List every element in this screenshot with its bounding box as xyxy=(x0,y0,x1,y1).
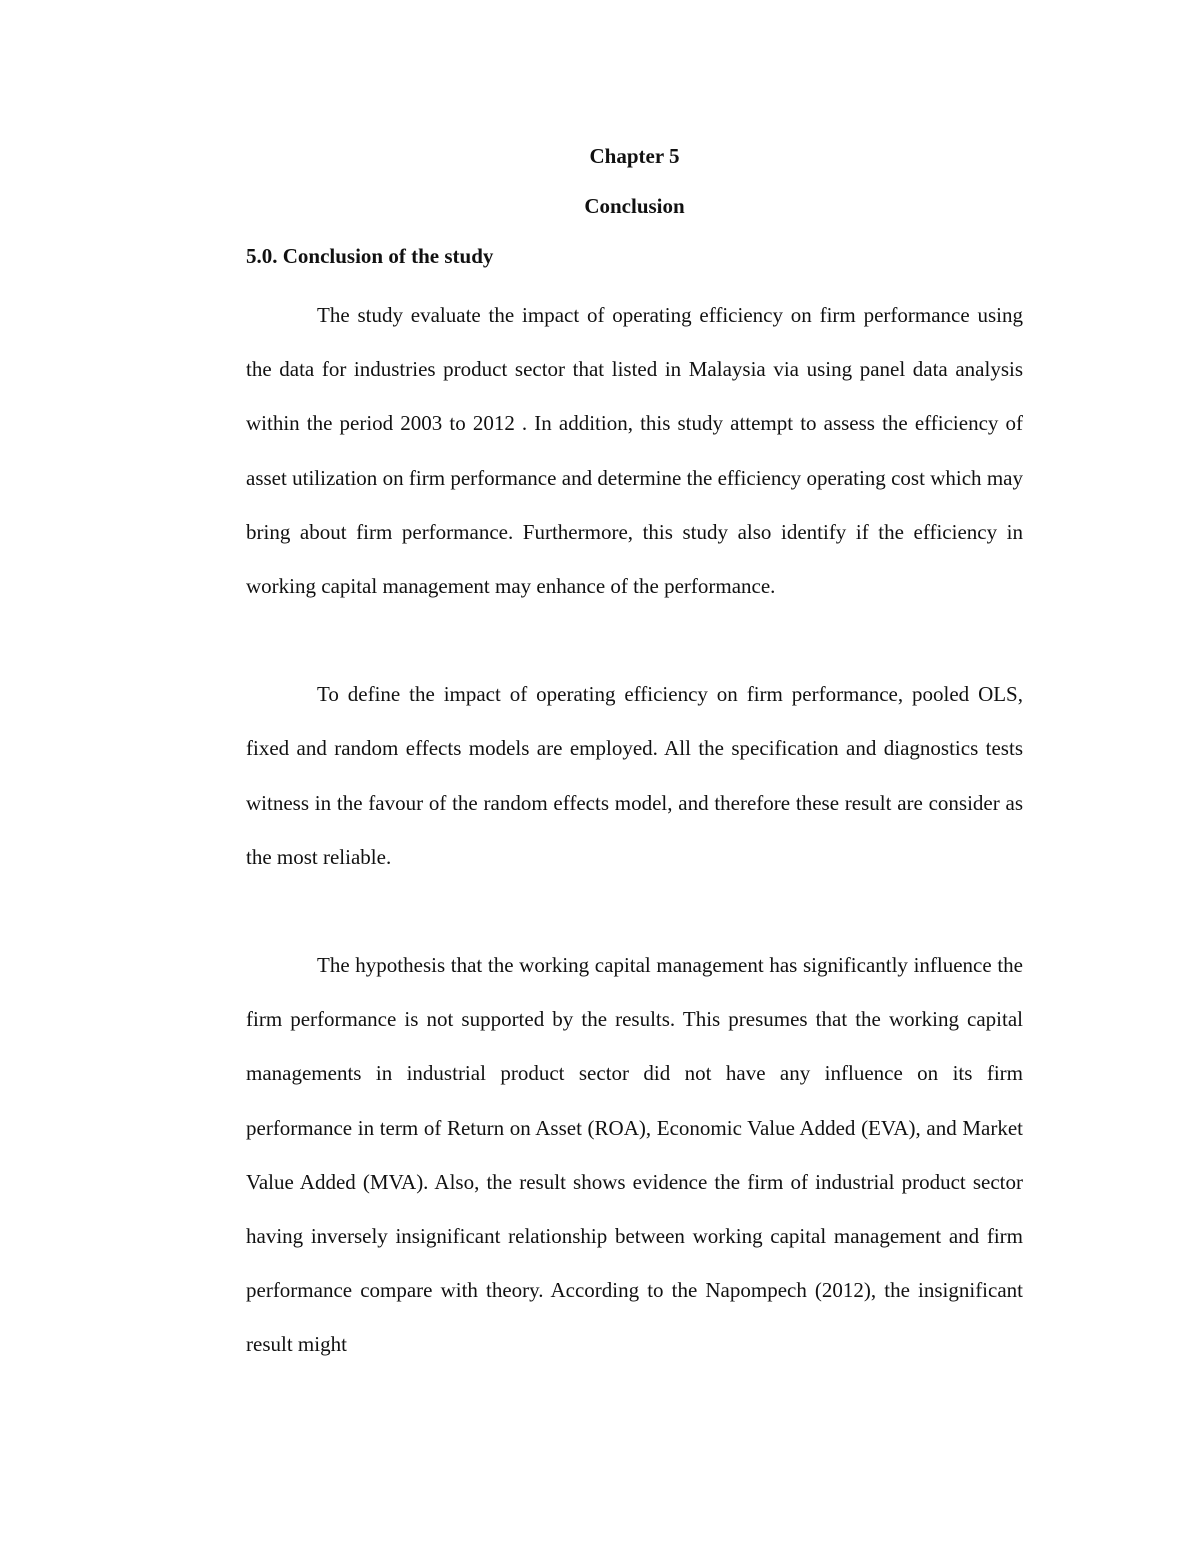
chapter-title: Conclusion xyxy=(584,194,685,218)
paragraph: To define the impact of operating efficiency on firm performance, pooled OLS, fixed and random effects models are employed. All the specification and diagnostics tests witness in the favour of the random effects model, and therefore these result are consider as the most reliable. xyxy=(246,682,1023,869)
section-heading: 5.0. Conclusion of the study xyxy=(246,244,494,268)
paragraph-gap xyxy=(246,613,1023,667)
chapter-number: Chapter 5 xyxy=(589,144,680,168)
page-content xyxy=(246,138,1023,1372)
paragraph: The study evaluate the impact of operating efficiency on firm performance using the data for industries product sector that listed in Malaysia via using panel data analysis within the period 2003 to 2012 . In addition, this study attempt to assess the efficiency of asset utilization on firm performance and determine the efficiency operating cost which may bring about firm performance. Furthermore, this study also identify if the efficiency in working capital management may enhance of the performance. xyxy=(246,303,1023,599)
paragraph: The hypothesis that the working capital management has significantly influence the firm performance is not supported by the results. This presumes that the working capital managements in industrial product sector did not have any influence on its firm performance in term of Return on Asset (ROA), Economic Value Added (EVA), and Market Value Added (MVA). Also, the result shows evidence the firm of industrial product sector having inversely insignificant relationship between working capital management and firm performance compare with theory. According to the Napompech (2012), the insignificant result might xyxy=(246,953,1023,1357)
paragraph-gap xyxy=(246,884,1023,938)
